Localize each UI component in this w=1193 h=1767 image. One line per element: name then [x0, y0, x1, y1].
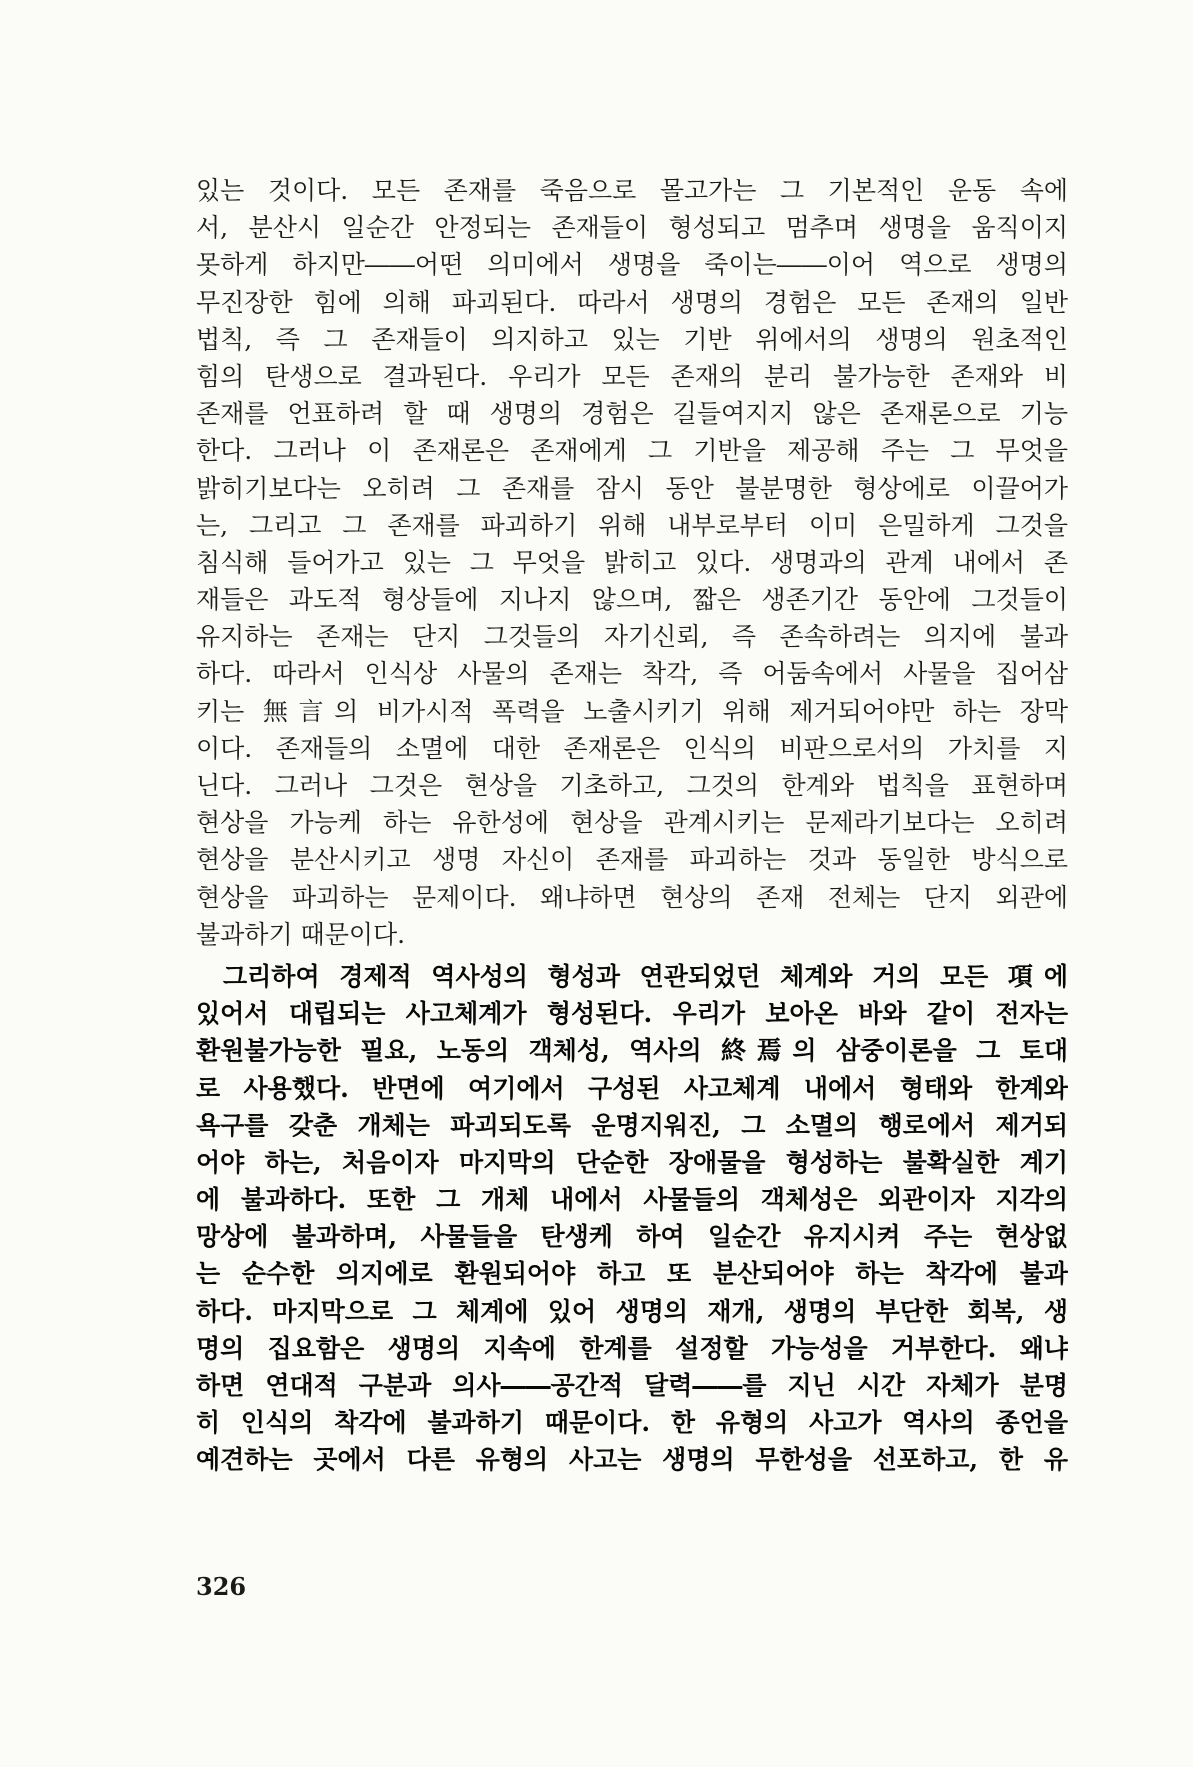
text-line: 법칙, 즉 그 존재들이 의지하고 있는 기반 위에서의 생명의 원초적인 — [196, 324, 1068, 354]
text-line: 현상을 가능케 하는 유한성에 현상을 관계시키는 문제라기보다는 오히려 — [196, 808, 1068, 838]
text-line: 명의 집요함은 생명의 지속에 한계를 설정할 가능성을 거부한다. 왜냐 — [196, 1333, 1068, 1363]
text-line: 로 사용했다. 반면에 여기에서 구성된 사고체계 내에서 형태와 한계와 — [196, 1073, 1068, 1103]
text-line: 재들은 과도적 형상들에 지나지 않으며, 짧은 생존기간 동안에 그것들이 — [196, 585, 1068, 615]
text-line: 어야 하는, 처음이자 마지막의 단순한 장애물을 형성하는 불확실한 계기 — [196, 1147, 1068, 1177]
text-line: 못하게 하지만――어떤 의미에서 생명을 죽이는――이어 역으로 생명의 — [196, 250, 1068, 280]
text-line: 하다. 따라서 인식상 사물의 존재는 착각, 즉 어둠속에서 사물을 집어삼 — [196, 659, 1068, 689]
text-line: 한다. 그러나 이 존재론은 존재에게 그 기반을 제공해 주는 그 무엇을 — [196, 436, 1068, 466]
text-line: 밝히기보다는 오히려 그 존재를 잠시 동안 불분명한 형상에로 이끌어가 — [196, 473, 1068, 503]
text-line: 는 순수한 의지에로 환원되어야 하고 또 분산되어야 하는 착각에 불과 — [196, 1259, 1068, 1289]
text-line: 히 인식의 착각에 불과하기 때문이다. 한 유형의 사고가 역사의 종언을 — [196, 1408, 1068, 1438]
text-line: 하면 연대적 구분과 의사――공간적 달력――를 지닌 시간 자체가 분명 — [196, 1371, 1068, 1400]
text-line: 유지하는 존재는 단지 그것들의 자기신뢰, 즉 존속하려는 의지에 불과 — [196, 622, 1068, 652]
text-line: 예견하는 곳에서 다른 유형의 사고는 생명의 무한성을 선포하고, 한 유 — [196, 1445, 1068, 1475]
text-line: 망상에 불과하며, 사물들을 탄생케 하여 일순간 유지시켜 주는 현상없 — [196, 1222, 1068, 1252]
text-line: 불과하기 때문이다. — [196, 919, 406, 949]
body-text — [196, 172, 1068, 1479]
text-line: 닌다. 그러나 그것은 현상을 기초하고, 그것의 한계와 법칙을 표현하며 — [196, 771, 1068, 800]
text-line: 욕구를 갖춘 개체는 파괴되도록 운명지워진, 그 소멸의 행로에서 제거되 — [196, 1110, 1068, 1140]
text-line: 존재를 언표하려 할 때 생명의 경험은 길들여지지 않은 존재론으로 기능 — [196, 399, 1068, 429]
paragraph-1 — [196, 172, 1068, 953]
text-line: 현상을 파괴하는 문제이다. 왜냐하면 현상의 존재 전체는 단지 외관에 — [196, 882, 1068, 912]
text-line: 는, 그리고 그 존재를 파괴하기 위해 내부로부터 이미 은밀하게 그것을 — [196, 510, 1068, 540]
text-line: 에 불과하다. 또한 그 개체 내에서 사물들의 객체성은 외관이자 지각의 — [196, 1185, 1068, 1215]
paragraph-2 — [196, 958, 1068, 1479]
text-line: 그리하여 경제적 역사성의 형성과 연관되었던 체계와 거의 모든 項에 — [223, 961, 1068, 991]
text-line: 하다. 마지막으로 그 체계에 있어 생명의 재개, 생명의 부단한 회복, 생 — [196, 1296, 1068, 1326]
text-line: 환원불가능한 필요, 노동의 객체성, 역사의 終焉의 삼중이론을 그 토대 — [196, 1036, 1068, 1066]
text-line: 침식해 들어가고 있는 그 무엇을 밝히고 있다. 생명과의 관계 내에서 존 — [196, 547, 1068, 577]
text-line: 있는 것이다. 모든 존재를 죽음으로 몰고가는 그 기본적인 운동 속에 — [196, 176, 1068, 205]
text-line: 현상을 분산시키고 생명 자신이 존재를 파괴하는 것과 동일한 방식으로 — [196, 845, 1068, 875]
text-line: 있어서 대립되는 사고체계가 형성된다. 우리가 보아온 바와 같이 전자는 — [196, 999, 1068, 1029]
text-line: 무진장한 힘에 의해 파괴된다. 따라서 생명의 경험은 모든 존재의 일반 — [196, 287, 1068, 317]
text-line: 키는 無言의 비가시적 폭력을 노출시키기 위해 제거되어야만 하는 장막 — [196, 696, 1068, 726]
text-line: 서, 분산시 일순간 안정되는 존재들이 형성되고 멈추며 생명을 움직이지 — [196, 213, 1068, 243]
text-line: 이다. 존재들의 소멸에 대한 존재론은 인식의 비판으로서의 가치를 지 — [196, 733, 1068, 763]
text-line: 힘의 탄생으로 결과된다. 우리가 모든 존재의 분리 불가능한 존재와 비 — [196, 361, 1068, 391]
page-number: 326 — [196, 1572, 247, 1601]
